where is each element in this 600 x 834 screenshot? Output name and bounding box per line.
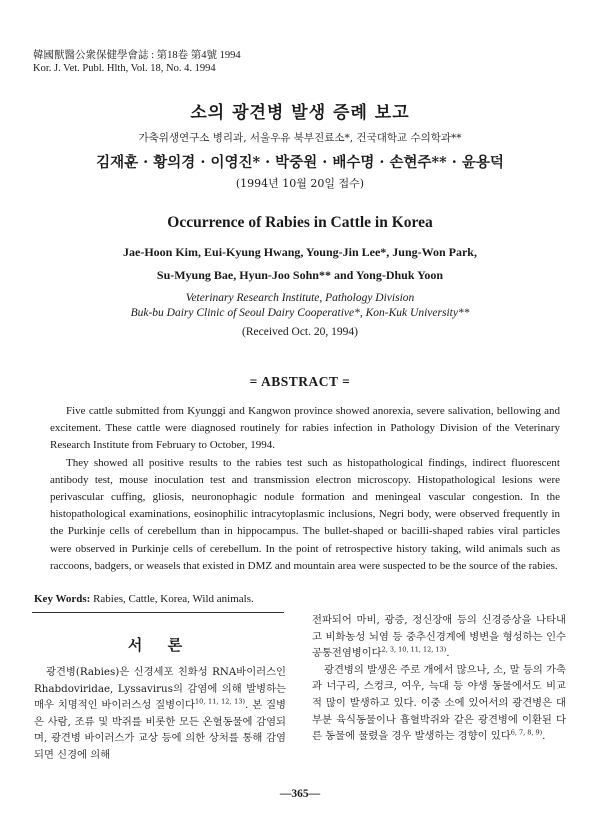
english-authors-line-2: Su-Myung Bae, Hyun-Joo Sohn** and Yong-Dhuk Yoon <box>156 268 444 282</box>
introduction-paragraph-1 <box>34 664 286 764</box>
introduction-right-column <box>312 612 566 745</box>
journal-citation <box>33 49 241 75</box>
keywords-divider <box>32 612 284 613</box>
keywords-text: Rabies, Cattle, Korea, Wild animals. <box>90 593 254 605</box>
intro-text-part-4-end: . <box>542 730 546 743</box>
english-title: Occurrence of Rabies in Cattle in Korea <box>167 214 433 231</box>
introduction-heading: 서 론 <box>127 636 193 654</box>
abstract-heading: = ABSTRACT = <box>249 374 351 389</box>
introduction-paragraph-2 <box>312 662 566 745</box>
intro-text-part-1: 광견병(Rabies)은 신경세포 친화성 RNA바이러스인 Rhabdoviridae, Lyssavirus의 감염에 의해 발병하는 매우 치명적인 바이러스성 질병이다 <box>34 666 286 712</box>
journal-citation-korean: 韓國獸醫公衆保健學會誌 : 第18卷 第4號 1994 <box>33 50 241 61</box>
citation-ref-1: 10, 11, 12, 13) <box>195 697 245 706</box>
keywords-label: Key Words: <box>34 593 91 605</box>
citation-ref-2: 2, 3, 10, 11, 12, 13) <box>381 645 447 654</box>
abstract-paragraph-1: Five cattle submitted from Kyunggi and Kangwon province showed anorexia, severe salivation, bellowing and excitement. These cattle were diagnosed routinely for rabies infection in Pathology Division of the Veterinary Research Institute from February to October, 1994. <box>50 405 560 452</box>
intro-text-part-4: 광견병의 발생은 주로 개에서 많으나, 소, 말 등의 가축과 너구리, 스컹크, 여우, 늑대 등 야생 동물에서도 비교적 많이 발생하고 있다. 이중 소에 있어서의 광견병은 대부분 육식동물이나 흡혈박쥐와 같은 광견병에 이환된 다른 동물에 물렸을 경우 발생하는 경향이 있다 <box>312 663 566 743</box>
english-affiliation-line-1: Veterinary Research Institute, Pathology Division <box>185 292 415 304</box>
intro-text-part-2: . 본 질병은 사람, 조류 및 박쥐를 비롯한 모든 온혈동물에 감염되며, 광견병 바이러스가 교상 등에 의한 상처를 통해 감염되면 신경에 의해 <box>34 699 286 761</box>
keywords <box>34 593 254 605</box>
abstract-body <box>50 403 560 575</box>
introduction-left-column <box>34 664 286 764</box>
korean-authors: 김재훈 · 황의경 · 이영진* · 박중원 · 배수명 · 손현주** · 윤용덕 <box>96 154 504 171</box>
korean-received-date: (1994년 10월 20일 접수) <box>235 177 365 190</box>
intro-text-part-3: 전파되어 마비, 광증, 정신장애 등의 신경증상을 나타내고 비화농성 뇌염 등 중추신경계에 병변을 형성하는 인수 공통전염병이다 <box>312 614 566 660</box>
journal-citation-english: Kor. J. Vet. Publ. Hlth, Vol. 18, No. 4. 1994 <box>33 63 216 74</box>
abstract-paragraph-2: They showed all positive results to the rabies test such as histopathological findings, indirect fluorescent antibody test, mouse inoculation test and transmission electron microscopy. Histopathological lesions were perivascular cuffing, gliosis, neuronophagic nodule formation and meningeal vascular congestion. In the histopathological examinations, eosinophilic intracytoplasmic inclusions, Negri body, were observed frequently in the Purkinje cells of cerebellum than in hippocampus. The bullet-shaped or bacilli-shaped rabies viral particles were observed in Purkinje cells of cerebellum. In the point of retrospective history taking, wild animals such as raccoons, badgers, or weasels that existed in DMZ and mountain area were suspected to be the source of the rabies. <box>50 456 560 572</box>
english-affiliation-line-2: Buk-bu Dairy Clinic of Seoul Dairy Cooperative*, Kon-Kuk University** <box>130 307 470 319</box>
korean-title: 소의 광견병 발생 증례 보고 <box>190 103 410 123</box>
introduction-paragraph-1-continued <box>312 612 566 662</box>
citation-ref-3: 6, 7, 8, 9) <box>510 728 543 737</box>
english-received-date: (Received Oct. 20, 1994) <box>242 326 358 338</box>
page-number: —365— <box>279 788 321 800</box>
intro-text-part-3-end: . <box>446 647 450 660</box>
korean-affiliations: 가축위생연구소 병리과, 서울우유 북부진료소*, 건국대학교 수의학과** <box>138 132 462 144</box>
english-authors-line-1: Jae-Hoon Kim, Eui-Kyung Hwang, Young-Jin Lee*, Jung-Won Park, <box>123 245 477 259</box>
